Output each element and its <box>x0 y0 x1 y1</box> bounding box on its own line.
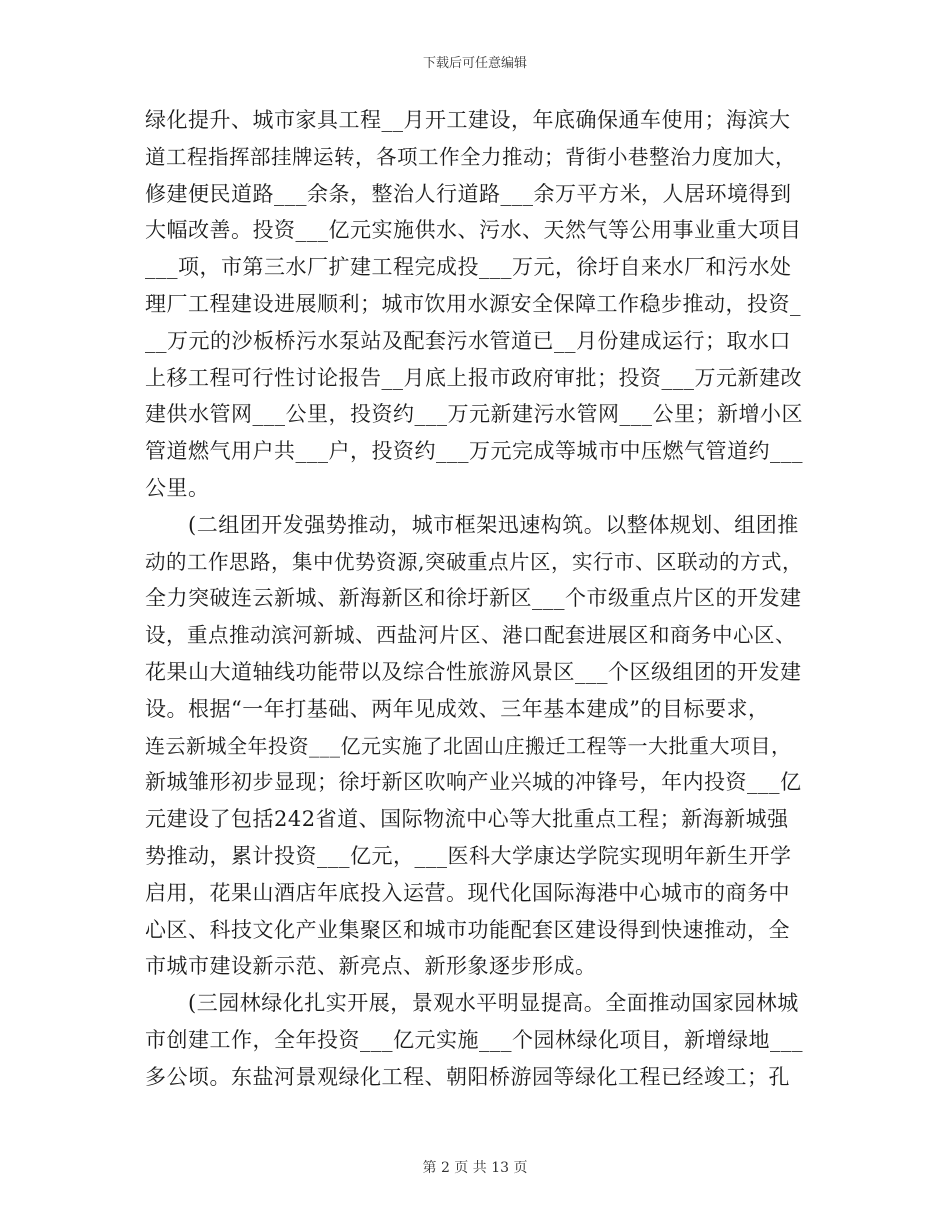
text-line: 设。根据“一年打基础、两年见成效、三年基本建成”的目标要求， <box>145 696 770 721</box>
text-line: 建供水管网___公里，投资约___万元新建污水管网___公里；新增小区 <box>145 402 803 427</box>
text-line: 设，重点推动滨河新城、西盐河片区、港口配套进展区和商务中心区、 <box>145 623 796 648</box>
text-line: 花果山大道轴线功能带以及综合性旅游风景区___个区级组团的开发建 <box>145 659 802 684</box>
text-line: __万元的沙板桥污水泵站及配套污水管道已__月份建成运行；取水口 <box>145 328 791 353</box>
text-line: 元建设了包括242省道、国际物流中心等大批重点工程；新海新城强 <box>145 807 789 832</box>
text-line: 大幅改善。投资___亿元实施供水、污水、天然气等公用事业重大项目 <box>145 218 802 243</box>
text-line: 市创建工作，全年投资___亿元实施___个园林绿化项目，新增绿地___ <box>145 1027 803 1052</box>
text-line: 动的工作思路，集中优势资源,突破重点片区，实行市、区联动的方式， <box>145 549 804 574</box>
text-line: 连云新城全年投资___亿元实施了北固山庄搬迁工程等一大批重大项目， <box>145 733 792 758</box>
text-line: 新城雏形初步显现；徐圩新区吹响产业兴城的冲锋号，年内投资___亿 <box>145 770 802 795</box>
text-line: 道工程指挥部挂牌运转，各项工作全力推动；背街小巷整治力度加大， <box>145 144 796 169</box>
text-line: (二组团开发强势推动，城市框架迅速构筑。以整体规划、组团推 <box>145 512 799 537</box>
page-footer: 第 2 页 共 13 页 <box>422 1160 528 1176</box>
document-body <box>145 102 805 1096</box>
text-line: 修建便民道路___余条，整治人行道路___余万平方米，人居环境得到 <box>145 181 792 206</box>
page-header: 下载后可任意编辑 <box>422 56 527 71</box>
text-line: (三园林绿化扎实开展，景观水平明显提高。全面推动国家园林城 <box>145 991 799 1016</box>
text-line: 启用，花果山酒店年底投入运营。现代化国际海港中心城市的商务中 <box>145 880 790 905</box>
text-line: 多公顷。东盐河景观绿化工程、朝阳桥游园等绿化工程已经竣工；孔 <box>145 1064 790 1089</box>
text-line: 心区、科技文化产业集聚区和城市功能配套区建设得到快速推动，全 <box>145 917 790 942</box>
text-line: 绿化提升、城市家具工程__月开工建设，年底确保通车使用；海滨大 <box>145 108 791 132</box>
text-line: 上移工程可行性讨论报告__月底上报市政府审批；投资___万元新建改 <box>145 365 802 390</box>
text-line: 理厂工程建设进展顺利；城市饮用水源安全保障工作稳步推动，投资_ <box>145 291 801 316</box>
text-line: 管道燃气用户共___户，投资约___万元完成等城市中压燃气管道约___ <box>145 439 803 464</box>
text-line: 全力突破连云新城、新海新区和徐圩新区___个市级重点片区的开发建 <box>145 586 802 611</box>
text-line: ___项，市第三水厂扩建工程完成投___万元，徐圩自来水厂和污水处 <box>145 255 792 280</box>
text-line: 公里。 <box>145 475 210 500</box>
text-line: 势推动，累计投资___亿元，___医科大学康达学院实现明年新生开学 <box>145 843 792 868</box>
text-line: 市城市建设新示范、新亮点、新形象逐步形成。 <box>145 954 597 979</box>
